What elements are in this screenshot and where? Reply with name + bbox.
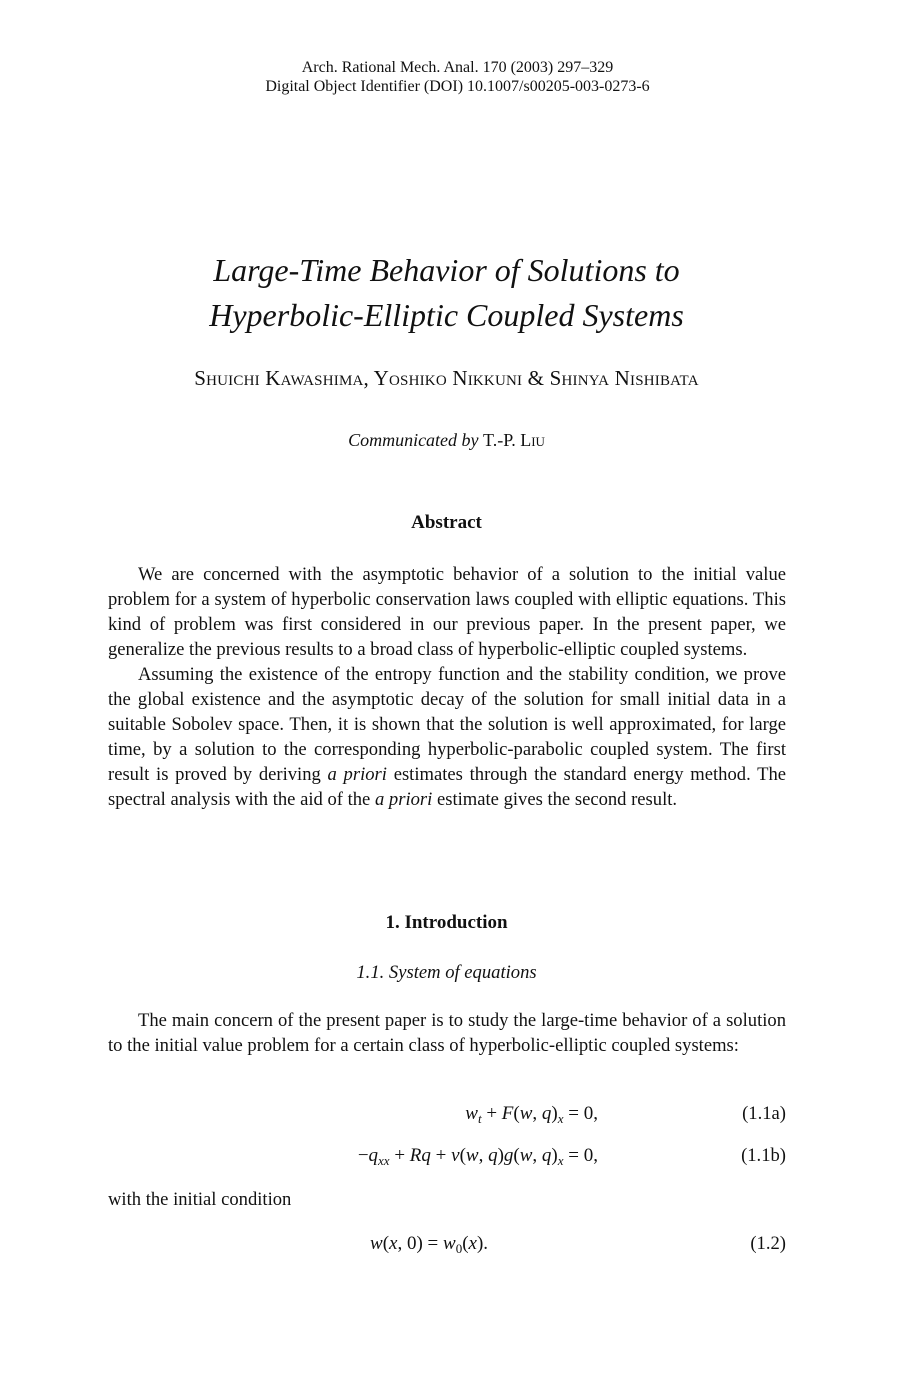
abstract-paragraph-2 (108, 662, 786, 812)
communicator-name: T.-P. Liu (483, 430, 545, 450)
equation-1-1b-math: $-q_{xx} + Rq + \nu(w$, q)g(w, $q)_x = 0$, (357, 1145, 598, 1168)
doi-line: Digital Object Identifier (DOI) 10.1007/s00205-003-0273-6 (265, 78, 650, 95)
intro-text: The main concern of the present paper is to study the large-time behavior of a solution to the initial value problem for a certain class of hyperbolic-elliptic coupled systems: (108, 1010, 786, 1056)
communicated-by (0, 428, 893, 452)
title-line-1: Large-Time Behavior of Solutions to (213, 252, 680, 288)
equation-label: (1.1a) (742, 1103, 786, 1124)
abstract-heading: Abstract (411, 512, 482, 533)
abstract-p2-part-c: estimate gives the second result. (436, 789, 678, 810)
communicated-prefix: Communicated by (348, 430, 479, 450)
equation-1-1a (108, 1101, 786, 1127)
initial-condition-text: with the initial condition (108, 1189, 292, 1210)
journal-header (0, 58, 915, 96)
paper-title (0, 248, 893, 338)
author-list: Shuichi Kawashima, Yoshiko Nikkuni & Shinya Nishibata (194, 366, 699, 390)
abstract-p2-emphasis-1: a priori (327, 764, 387, 785)
equation-1-2-math: w(x, $0) = w_0(x)$. (370, 1233, 489, 1256)
equation-label: (1.1b) (741, 1145, 786, 1166)
section-heading: 1. Introduction (385, 912, 508, 933)
title-line-2: Hyperbolic-Elliptic Coupled Systems (209, 297, 684, 333)
intro-paragraph (108, 1008, 786, 1058)
abstract-p2-emphasis-2: a priori (374, 789, 433, 810)
equation-1-2 (108, 1231, 786, 1257)
equation-1-1b (108, 1143, 786, 1169)
subsection-heading: 1.1. System of equations (356, 962, 537, 983)
abstract-p2-part-b: estimates through the standard energy method. The spectral analysis with the aid of the (108, 764, 787, 810)
equation-label: (1.2) (750, 1233, 786, 1254)
equation-1-1a-math: $w_t + F(w$, $q)_x = 0$, (465, 1103, 598, 1126)
abstract-paragraph-1: We are concerned with the asymptotic behavior of a solution to the initial value problem for a system of hyperbolic conservation laws coupled with elliptic equations. This kind of problem was first considered in our previous paper. In the present paper, we generalize the previous results to a broad class of hyperbolic-elliptic coupled systems. (108, 564, 786, 660)
abstract-body (108, 562, 786, 812)
abstract-p2-part-a: Assuming the existence of the entropy function and the stability condition, we prove the global existence and the asymptotic decay of the solution for small initial data in a suitable Sobolev space. Then, it is shown that the solution is well approximated, for large time, by a solution to the corresponding hyperbolic-parabolic coupled system. The first result is proved by deriving (108, 664, 786, 785)
journal-citation: Arch. Rational Mech. Anal. 170 (2003) 297–329 (301, 59, 614, 76)
